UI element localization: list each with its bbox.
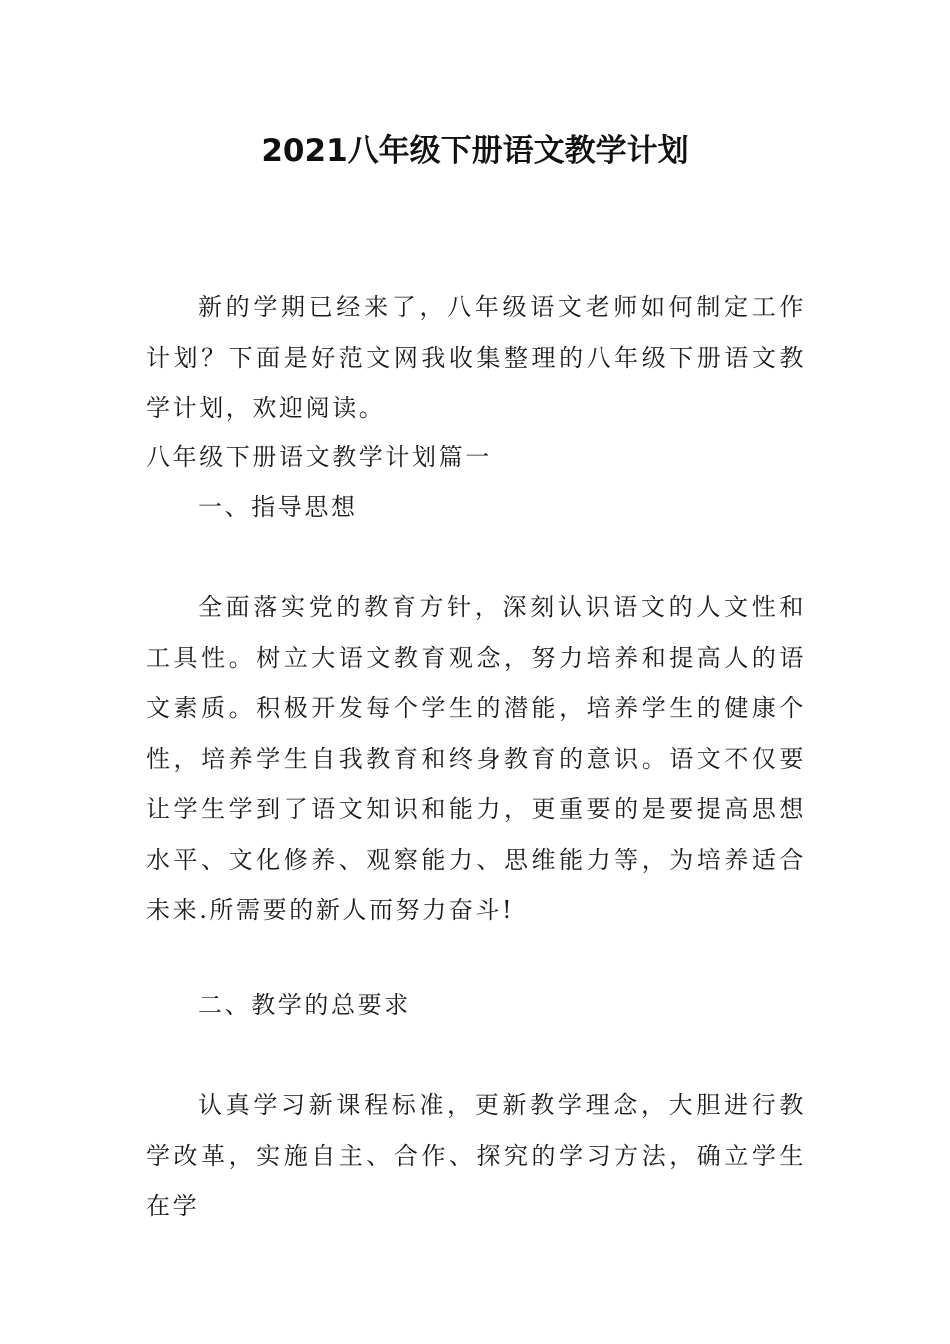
- document-title: 2021八年级下册语文教学计划: [261, 133, 689, 169]
- section-heading: 八年级下册语文教学计划篇一: [146, 443, 492, 471]
- part2-heading: 二、教学的总要求: [198, 991, 411, 1019]
- part1-heading: 一、指导思想: [198, 493, 358, 521]
- part1-paragraph: 全面落实党的教育方针，深刻认识语文的人文性和工具性。树立大语文教育观念，努力培养和提高人的语文素质。积极开发每个学生的潜能，培养学生的健康个性，培养学生自我教育和终身教育的意识。语文不仅要让学生学到了语文知识和能力，更重要的是要提高思想水平、文化修养、观察能力、思维能力等，为培养适合未来.所需要的新人而努力奋斗!: [146, 593, 806, 924]
- part1-body-block: [146, 582, 806, 936]
- intro-block: [146, 282, 806, 434]
- part2-heading-block: [146, 980, 806, 1030]
- section-heading-block: [146, 432, 806, 482]
- intro-paragraph: 新的学期已经来了，八年级语文老师如何制定工作计划？下面是好范文网我收集整理的八年级下册语文教学计划，欢迎阅读。: [146, 293, 806, 422]
- part1-heading-block: [146, 482, 806, 532]
- part2-paragraph: 认真学习新课程标准，更新教学理念，大胆进行教学改革，实施自主、合作、探究的学习方法，确立学生在学: [146, 1091, 806, 1220]
- part2-body-block: [146, 1080, 806, 1232]
